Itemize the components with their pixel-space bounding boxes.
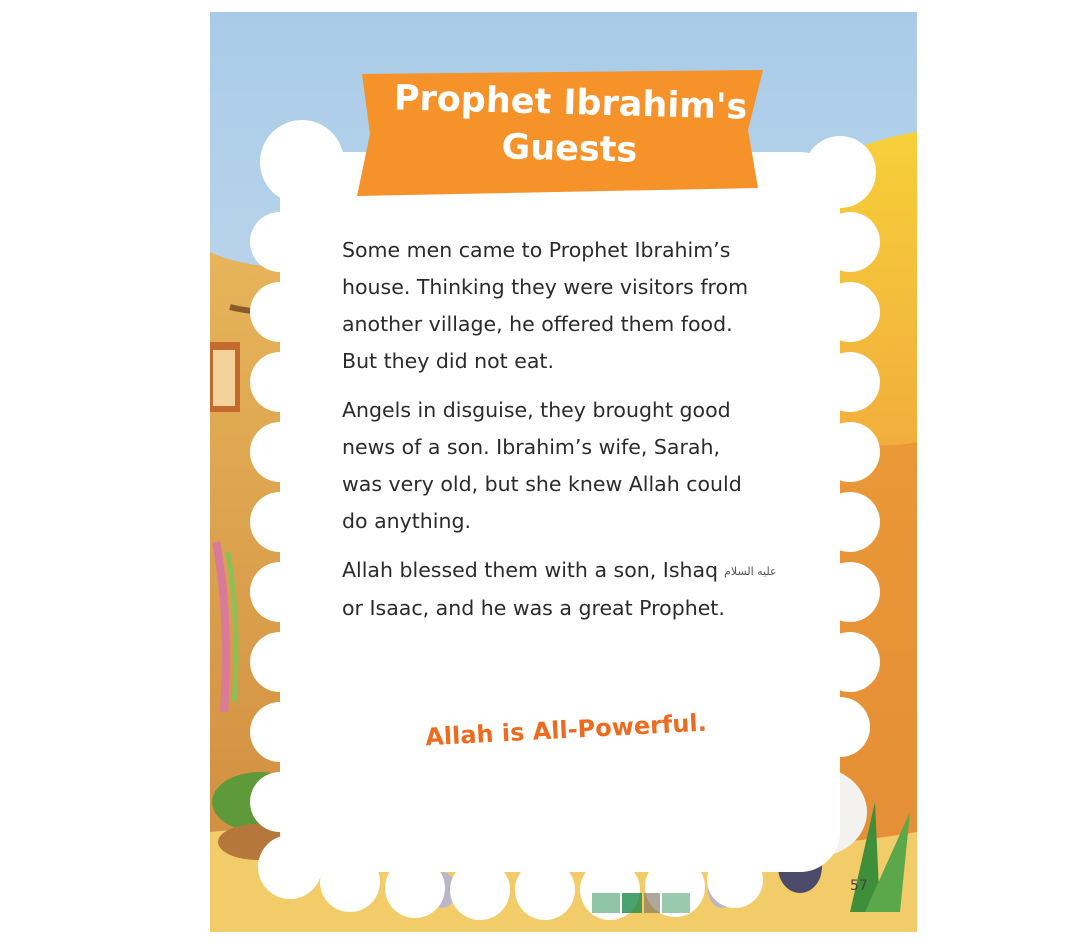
book-page bbox=[210, 12, 917, 932]
watermark-strip bbox=[592, 893, 690, 913]
title-line-2: Guests bbox=[501, 127, 638, 171]
text-line: house. Thinking they were visitors from bbox=[342, 275, 749, 299]
page-number: 57 bbox=[850, 878, 868, 894]
text-line: news of a son. Ibrahim’s wife, Sarah, bbox=[342, 435, 720, 459]
text-line: another village, he offered them food. bbox=[342, 312, 733, 336]
moral-text: Allah is All-Powerful. bbox=[424, 708, 708, 752]
story-text bbox=[342, 232, 792, 639]
title-line-1: Prophet Ibrahim's bbox=[393, 78, 748, 128]
paragraph-2 bbox=[342, 392, 792, 540]
paragraph-1 bbox=[342, 232, 792, 380]
text-line: do anything. bbox=[342, 509, 472, 533]
text-line: Some men came to Prophet Ibrahim’s bbox=[342, 238, 731, 262]
honorific-symbol: عليه السلام bbox=[724, 564, 777, 578]
text-line bbox=[342, 552, 792, 590]
text-line: But they did not eat. bbox=[342, 349, 554, 373]
paragraph-3 bbox=[342, 552, 792, 627]
text-line: was very old, but she knew Allah could bbox=[342, 472, 742, 496]
text-line: or Isaac, and he was a great Prophet. bbox=[342, 595, 725, 620]
text-line: Angels in disguise, they brought good bbox=[342, 398, 731, 422]
text-line-content: Allah blessed them with a son, Ishaq bbox=[342, 558, 719, 582]
page-title bbox=[389, 75, 751, 176]
